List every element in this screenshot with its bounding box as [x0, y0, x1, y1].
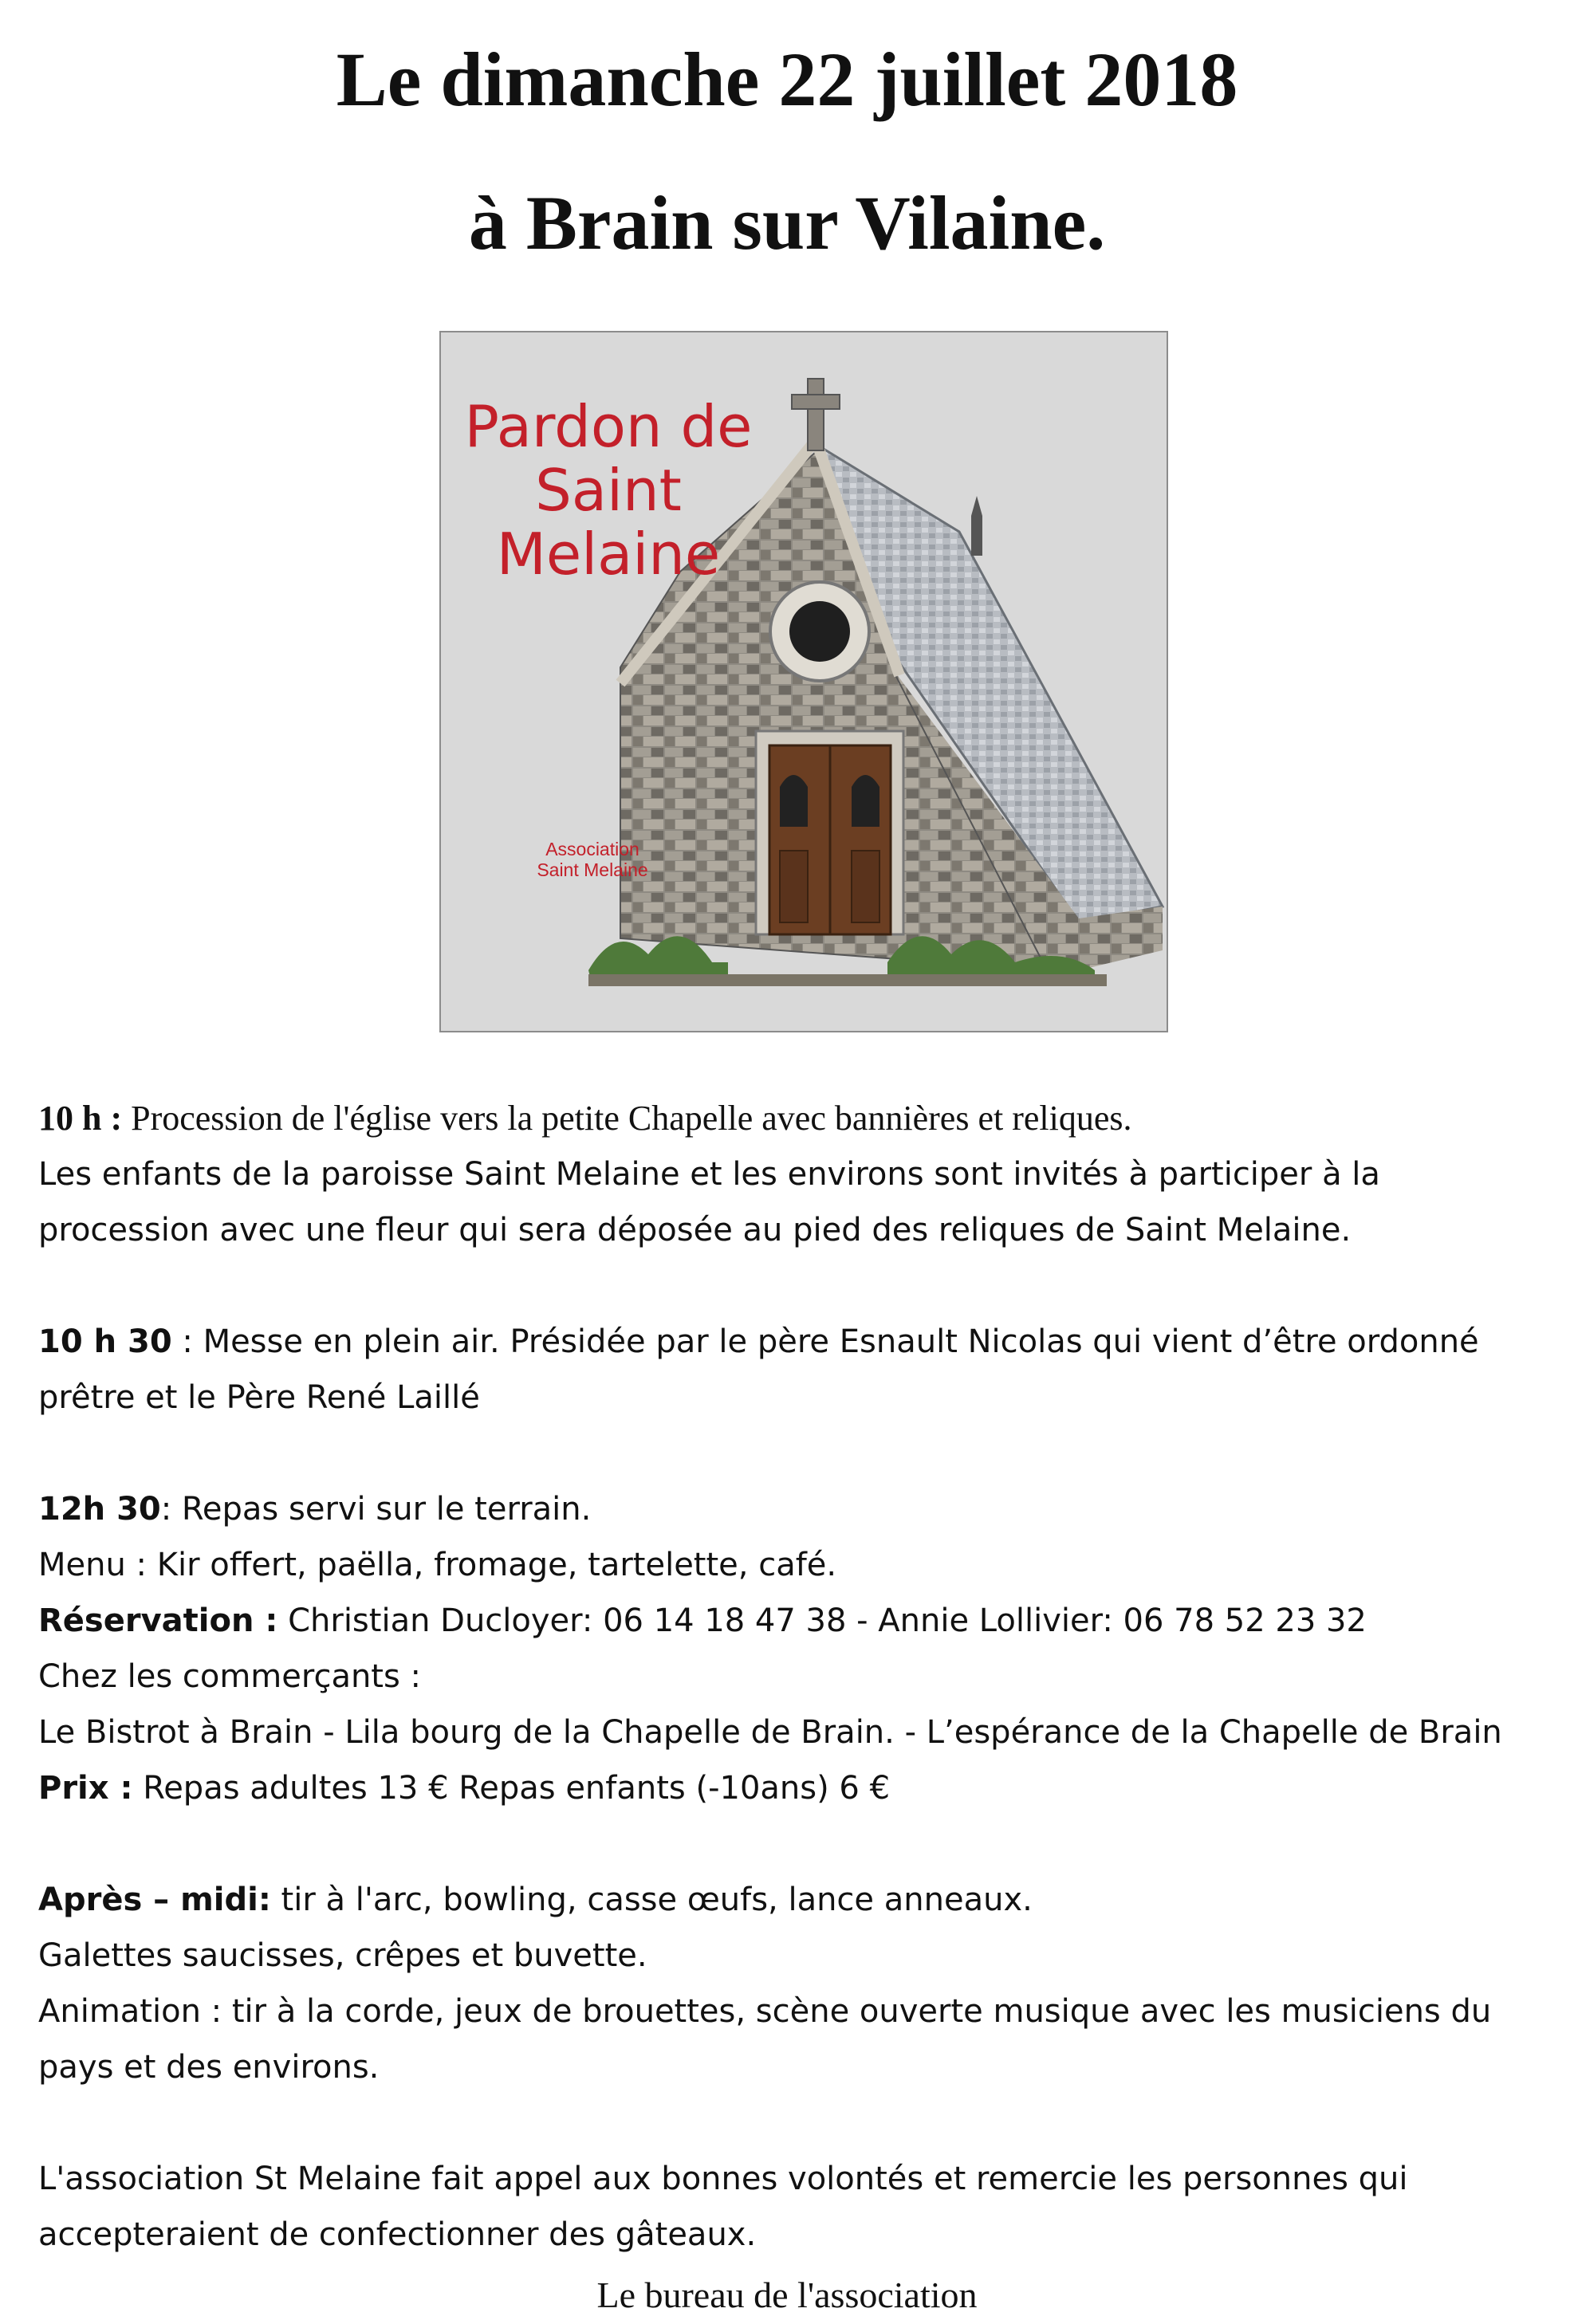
mass-line	[38, 1314, 1545, 1370]
meal-line	[38, 1481, 1545, 1537]
time-afternoon: Après – midi:	[38, 1882, 271, 1918]
afternoon-line4: pays et des environs.	[38, 2049, 380, 2086]
mass-line2: prêtre et le Père René Laillé	[38, 1379, 480, 1416]
signature: Le bureau de l'association	[596, 2275, 978, 2315]
price-text: Repas adultes 13 € Repas enfants (-10ans) 6 €	[132, 1770, 891, 1807]
price-label: Prix :	[38, 1770, 133, 1807]
cross-icon	[792, 379, 840, 450]
mass-text: : Messe en plein air. Présidée par le père Esnault Nicolas qui vient d’être ordonné	[171, 1323, 1479, 1360]
reservation-line	[38, 1593, 1545, 1649]
afternoon-line	[38, 1872, 1545, 1928]
poster-association-line1: Association	[545, 839, 639, 859]
reservation-label: Réservation :	[38, 1602, 278, 1639]
price-line	[38, 1760, 1545, 1816]
time-12h30: 12h 30	[38, 1491, 161, 1528]
procession-line	[38, 1091, 1545, 1146]
chapel-door	[769, 745, 891, 934]
procession-line2: Les enfants de la paroisse Saint Melaine et les environs sont invités à participer à la	[38, 1156, 1380, 1193]
afternoon-line2: Galettes saucisses, crêpes et buvette.	[38, 1937, 647, 1974]
event-location-heading: à Brain sur Vilaine.	[468, 180, 1106, 265]
poster-title-line1: Pardon de	[464, 393, 753, 460]
afternoon-text: tir à l'arc, bowling, casse œufs, lance anneaux.	[270, 1882, 1033, 1918]
afternoon-line3: Animation : tir à la corde, jeux de brouettes, scène ouverte musique avec les musiciens du	[38, 1993, 1492, 2030]
shops-line: Le Bistrot à Brain - Lila bourg de la Chapelle de Brain. - L’espérance de la Chapelle de Brain	[38, 1714, 1502, 1751]
procession-line3: procession avec une fleur qui sera déposée au pied des reliques de Saint Melaine.	[38, 1212, 1352, 1249]
reservation-text: Christian Ducloyer: 06 14 18 47 38 - Annie Lollivier: 06 78 52 23 32	[277, 1602, 1367, 1639]
menu-line: Menu : Kir offert, paëlla, fromage, tartelette, café.	[38, 1547, 837, 1583]
time-10h: 10 h :	[38, 1099, 123, 1138]
time-10h30: 10 h 30	[38, 1323, 172, 1360]
event-date-heading: Le dimanche 22 juillet 2018	[336, 37, 1238, 122]
poster-title-line2: Saint	[535, 457, 682, 524]
poster-association-line2: Saint Melaine	[537, 859, 648, 880]
poster-title-line3: Melaine	[496, 521, 721, 588]
volunteer-line2: accepteraient de confectionner des gâteaux.	[38, 2216, 757, 2253]
volunteer-line1: L'association St Melaine fait appel aux bonnes volontés et remercie les personnes qui	[38, 2161, 1408, 2197]
pardon-poster	[439, 331, 1168, 1032]
shops-label: Chez les commerçants :	[38, 1658, 422, 1695]
program-body	[38, 1091, 1545, 2263]
procession-text: Procession de l'église vers la petite Chapelle avec bannières et reliques.	[122, 1099, 1132, 1138]
meal-text: : Repas servi sur le terrain.	[160, 1491, 592, 1528]
